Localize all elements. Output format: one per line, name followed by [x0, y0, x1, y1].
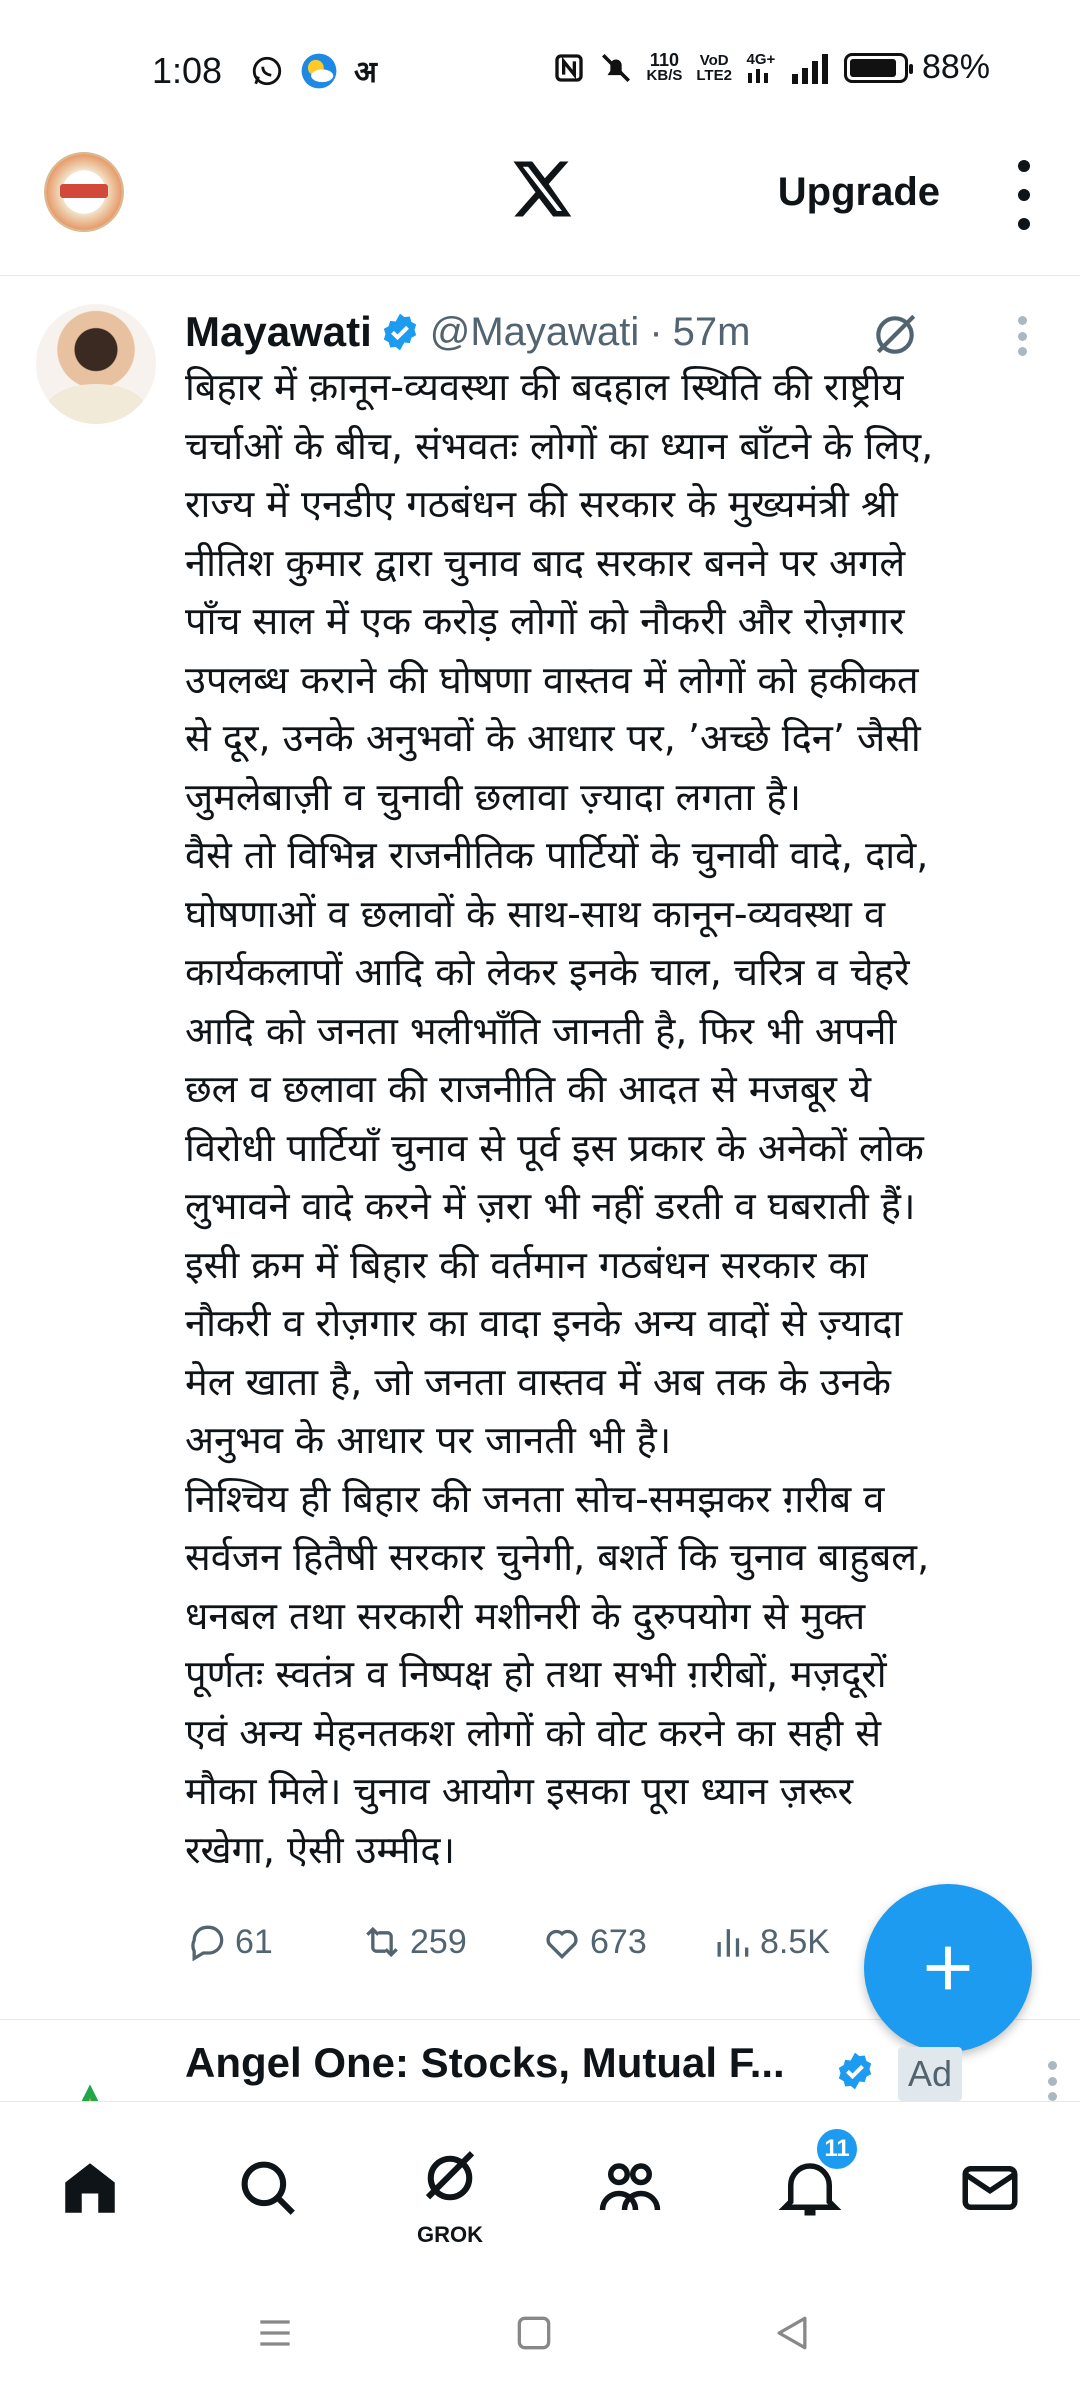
tweet-line: पूर्णतः स्वतंत्र व निष्पक्ष हो तथा सभी ग़रीबों, मज़दूरों: [185, 1652, 887, 1696]
tweet-actions: [185, 1912, 885, 1972]
tweet-line: मौका मिले। चुनाव आयोग इसका पूरा ध्यान ज़रूर: [185, 1769, 854, 1813]
tweet-line: नौकरी व रोज़गार का वादा इनके अन्य वादों से ज़्यादा: [185, 1301, 903, 1345]
battery-icon: [844, 53, 908, 83]
status-left-icons: [250, 50, 377, 91]
ad-title[interactable]: Angel One: Stocks, Mutual F...: [185, 2039, 785, 2086]
angel-one-logo-icon: [70, 2081, 110, 2101]
back-triangle-icon: [770, 2311, 814, 2355]
nav-home[interactable]: [50, 2148, 130, 2228]
whatsapp-icon: [250, 54, 284, 88]
profile-avatar-button[interactable]: [44, 152, 124, 232]
nav-notifications[interactable]: [770, 2135, 850, 2228]
view-count: 8.5K: [760, 1922, 830, 1961]
grok-icon: [417, 2145, 483, 2211]
weather-icon: [300, 52, 338, 90]
back-system-button[interactable]: [762, 2303, 822, 2363]
tweet-line: घोषणाओं व छलावों के साथ-साथ कानून-व्यवस्था व: [185, 891, 886, 936]
tweet-line: पाँच साल में एक करोड़ लोगों को नौकरी और रोज़गार: [185, 599, 905, 643]
tweet-line: विरोधी पार्टियाँ चुनाव से पूर्व इस प्रकार के अनेकों लोक: [185, 1125, 924, 1170]
communities-icon: [597, 2155, 663, 2221]
verified-badge-icon: [835, 2051, 875, 2091]
data-arrows-icon: [746, 67, 776, 83]
dot-separator: ·: [649, 309, 663, 354]
status-bar: [0, 0, 1080, 130]
tweet-line: अनुभव के आधार पर जानती भी है।: [185, 1418, 672, 1462]
tweet-line: एवं अन्य मेहनतकश लोगों को वोट करने का सही से: [185, 1710, 882, 1755]
tweet-more-button[interactable]: [1018, 316, 1028, 356]
system-navigation-bar: [0, 2261, 1080, 2400]
home-icon: [57, 2155, 123, 2221]
author-avatar[interactable]: [36, 304, 156, 424]
volte-indicator: VoD LTE2: [696, 51, 732, 84]
grok-label: GROK: [417, 2222, 483, 2247]
hindi-keyboard-icon: अ: [354, 55, 377, 90]
tweet-text: [185, 358, 1045, 1879]
tweet-line: बिहार में क़ानून-व्यवस्था की बदहाल स्थिति की राष्ट्रीय: [185, 365, 904, 409]
repost-count: 259: [410, 1922, 467, 1961]
grok-icon[interactable]: [870, 310, 920, 360]
battery-percent: 88%: [921, 48, 990, 86]
author-handle: @Mayawati: [429, 309, 640, 354]
tweet-line: आदि को जनता भलीभाँति जानती है, फिर भी अपनी: [185, 1008, 897, 1053]
tweet-line: से दूर, उनके अनुभवों के आधार पर, ’अच्छे दिन’ जैसी: [185, 716, 921, 760]
tweet-line: मेल खाता है, जो जनता वास्तव में अब तक के उनके: [185, 1359, 891, 1404]
tweet-line: निश्चिय ही बिहार की जनता सोच-समझकर ग़रीब व: [185, 1476, 885, 1521]
network-type: 4G+: [746, 52, 776, 83]
notification-count-badge: 11: [814, 2126, 860, 2172]
status-right-icons: [553, 48, 990, 87]
profile-logo-band: [60, 184, 108, 198]
status-time: 1:08: [152, 50, 223, 91]
tweet-line: लुभावने वादे करने में ज़रा भी नहीं डरती व घबराती हैं।: [185, 1184, 916, 1228]
nav-grok[interactable]: [410, 2148, 490, 2247]
net-speed: 110 KB/S: [646, 49, 683, 84]
mail-icon: [957, 2155, 1023, 2221]
tweet-line: उपलब्ध कराने की घोषणा वास्तव में लोगों को हकीकत: [185, 657, 919, 702]
more-options-button[interactable]: [1014, 160, 1034, 230]
views-button[interactable]: [710, 1920, 830, 1964]
plus-icon: [916, 1936, 980, 2000]
x-logo-icon: [508, 156, 574, 222]
nfc-icon: [553, 52, 585, 84]
tweet-line: सर्वजन हितैषी सरकार चुनेगी, बशर्ते कि चुनाव बाहुबल,: [185, 1535, 930, 1579]
reply-icon: [185, 1920, 229, 1964]
home-system-button[interactable]: [504, 2303, 564, 2363]
nav-search[interactable]: [228, 2148, 308, 2228]
tweet-header: [185, 302, 1050, 362]
repost-icon: [360, 1920, 404, 1964]
like-count: 673: [590, 1922, 647, 1961]
ad-more-button[interactable]: [1048, 2061, 1058, 2101]
heart-icon: [540, 1920, 584, 1964]
search-icon: [235, 2155, 301, 2221]
top-app-bar: [0, 130, 1080, 276]
nav-communities[interactable]: [590, 2148, 670, 2228]
reply-count: 61: [235, 1922, 273, 1961]
promoted-tweet[interactable]: [0, 2021, 1080, 2101]
verified-badge-icon: [380, 312, 420, 352]
bottom-navigation: [0, 2101, 1080, 2261]
tweet-line: नीतिश कुमार द्वारा चुनाव बाद सरकार बनने पर अगले: [185, 540, 906, 585]
tweet-line: चर्चाओं के बीच, संभवतः लोगों का ध्यान बाँटने के लिए,: [185, 423, 934, 468]
square-icon: [512, 2311, 556, 2355]
tweet-timestamp: 57m: [672, 309, 751, 354]
author-name[interactable]: Mayawati: [185, 308, 372, 355]
tweet-line: छल व छलावा की राजनीति की आदत से मजबूर ये: [185, 1067, 872, 1111]
ad-badge: Ad: [898, 2047, 962, 2101]
signal-icon: [790, 52, 830, 84]
tweet-line: कार्यकलापों आदि को लेकर इनके चाल, चरित्र व चेहरे: [185, 950, 910, 994]
tweet-line: इसी क्रम में बिहार की वर्तमान गठबंधन सरकार का: [185, 1242, 868, 1287]
repost-button[interactable]: [360, 1920, 540, 1964]
tweet-line: धनबल तथा सरकारी मशीनरी के दुरुपयोग से मुक्त: [185, 1593, 866, 1638]
tweet-line: रखेगा, ऐसी उम्मीद।: [185, 1827, 455, 1872]
tweet-line: जुमलेबाज़ी व चुनावी छलावा ज़्यादा लगता है।: [185, 774, 801, 819]
mute-icon: [599, 51, 633, 85]
views-icon: [710, 1920, 754, 1964]
recents-button[interactable]: [245, 2303, 305, 2363]
tweet-line: राज्य में एनडीए गठबंधन की सरकार के मुख्यमंत्री श्री: [185, 482, 898, 526]
upgrade-button[interactable]: Upgrade: [777, 170, 940, 214]
nav-messages[interactable]: [950, 2148, 1030, 2228]
tweet[interactable]: [0, 276, 1080, 2020]
menu-lines-icon: [253, 2311, 297, 2355]
like-button[interactable]: [540, 1920, 710, 1964]
tweet-line: वैसे तो विभिन्न राजनीतिक पार्टियों के चुनावी वादे, दावे,: [185, 833, 929, 877]
reply-button[interactable]: [185, 1920, 360, 1964]
